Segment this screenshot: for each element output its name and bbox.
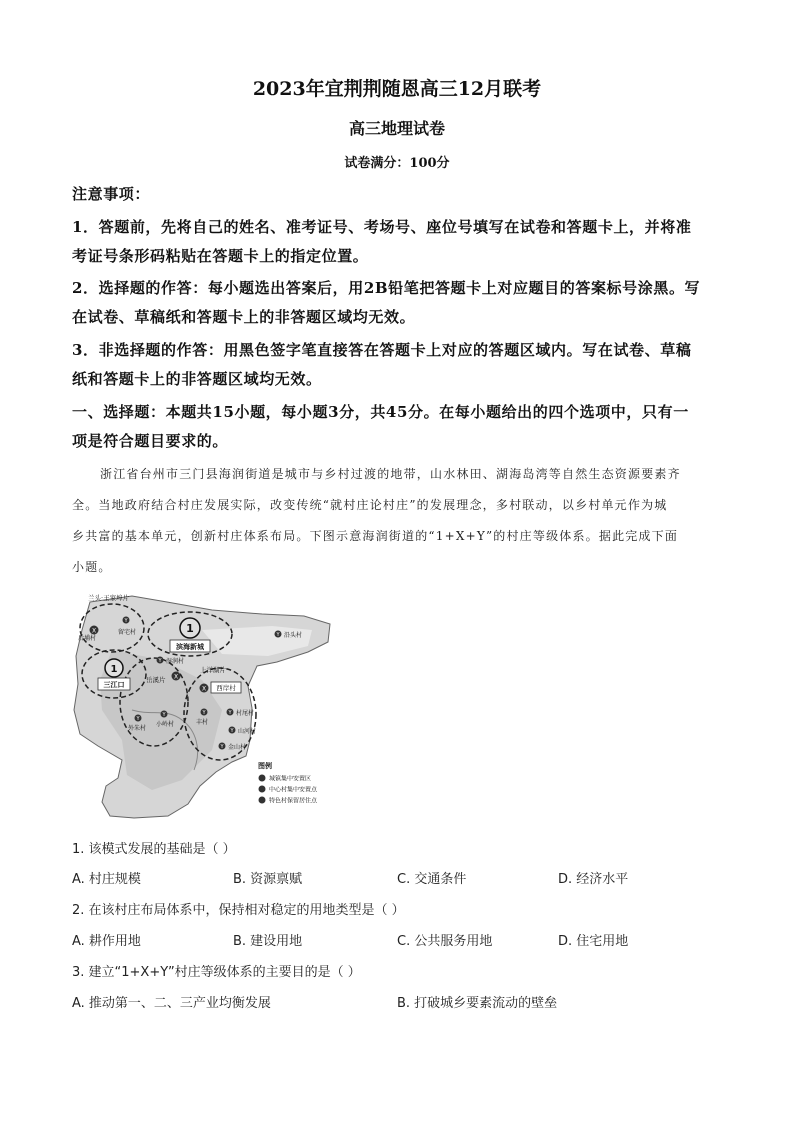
y-marker-label: Y (202, 710, 206, 716)
y-marker-label: Y (276, 632, 280, 638)
map-label: 山河村 (238, 728, 257, 735)
notes-heading: 注意事项： (72, 185, 151, 203)
question-2-stem: 2. 在该村庄布局体系中，保持相对稳定的用地类型是（ ） (72, 903, 405, 918)
map-label: 西岸村 (216, 684, 236, 692)
map-label: 金山村 (228, 744, 247, 751)
map-label: 岳溪片 (146, 676, 166, 684)
map-label: 上洋湖片 (200, 666, 226, 674)
question-3-option-a: A. 推动第一、二、三产业均衡发展 (72, 996, 271, 1011)
x-marker-label: X (91, 627, 97, 635)
question-1-option-a: A. 村庄规模 (72, 872, 141, 887)
y-marker-label: Y (228, 710, 232, 716)
note-line: 纸和答题卡上的非答题区域均无效。 (72, 370, 322, 388)
legend-item: 城镇集中安置区 (269, 775, 312, 783)
legend-marker-y (259, 797, 266, 804)
map-label: 滨海新城 (176, 643, 204, 651)
legend-marker-x (259, 786, 266, 793)
note-line: 2．选择题的作答：每小题选出答案后，用2B铅笔把答题卡上对应题目的答案标号涂黑。写 (72, 279, 701, 297)
note-line: 考证号条形码粘贴在答题卡上的指定位置。 (72, 247, 369, 265)
map-label: 留宅村 (118, 629, 137, 636)
map-label: 丰村 (196, 719, 209, 726)
legend-item: 中心村集中安置点 (269, 786, 318, 794)
map-label: 外朱村 (128, 725, 147, 732)
legend-title: 图例 (258, 762, 272, 770)
question-2-option-a: A. 耕作用地 (72, 934, 141, 949)
question-3-stem: 3. 建立“1+X+Y”村庄等级体系的主要目的是（ ） (72, 965, 361, 980)
map-label: 后埔村 (78, 635, 97, 642)
legend-item: 特色村保留居住点 (269, 797, 318, 805)
village-hierarchy-map (72, 590, 334, 820)
passage-line: 全。当地政府结合村庄发展实际，改变传统“就村庄论村庄”的发展理念，多村联动，以乡村单元作为城 (72, 498, 668, 512)
question-1-option-c: C. 交通条件 (397, 872, 467, 887)
y-marker-label: Y (136, 716, 140, 722)
x-marker-label: X (173, 673, 179, 681)
passage-line: 浙江省台州市三门县海润街道是城市与乡村过渡的地带，山水林田、湖海岛湾等自然生态资源要素齐 (100, 467, 681, 481)
question-2-option-c: C. 公共服务用地 (397, 934, 493, 949)
note-line: 在试卷、草稿纸和答题卡上的非答题区域均无效。 (72, 308, 416, 326)
question-2-option-b: B. 建设用地 (233, 934, 303, 949)
town-marker-label: 1 (186, 622, 194, 635)
question-2-option-d: D. 住宅用地 (558, 934, 629, 949)
score-line: 试卷满分：100分 (344, 156, 450, 171)
note-line: 1．答题前，先将自己的姓名、准考证号、考场号、座位号填写在试卷和答题卡上，并将准 (72, 218, 692, 236)
legend-marker-1 (259, 775, 266, 782)
map-label: 三江口 (103, 681, 125, 689)
y-marker-label: Y (230, 728, 234, 734)
x-marker-label: X (201, 685, 207, 693)
question-1-stem: 1. 该模式发展的基础是（ ） (72, 842, 236, 857)
passage-line: 乡共富的基本单元，创新村庄体系布局。下图示意海润街道的“1+X+Y”的村庄等级体系。据此完成下面 (72, 529, 679, 543)
map-label: 沿头村 (284, 632, 303, 639)
town-marker-label: 1 (110, 664, 118, 675)
y-marker-label: Y (220, 744, 224, 750)
exam-title: 2023年宜荆荆随恩高三12月联考 (252, 78, 542, 100)
question-1-option-d: D. 经济水平 (558, 872, 629, 887)
y-marker-label: Y (158, 658, 162, 664)
map-label: 小岭村 (156, 721, 175, 728)
question-3-option-b: B. 打破城乡要素流动的壁垒 (397, 996, 558, 1011)
paper-subtitle: 高三地理试卷 (348, 119, 445, 138)
note-line: 3．非选择题的作答：用黑色签字笔直接答在答题卡上对应的答题区域内。写在试卷、草稿 (72, 341, 692, 359)
passage-line: 小题。 (72, 560, 112, 574)
map-label: 兰头·王家埠片 (88, 594, 130, 602)
section-heading: 项是符合题目要求的。 (72, 432, 229, 450)
map-label: 湿润村 (166, 658, 185, 665)
section-heading: 一、选择题：本题共15小题，每小题3分，共45分。在每小题给出的四个选项中，只有一 (72, 403, 689, 421)
y-marker-label: Y (162, 712, 166, 718)
y-marker-label: Y (124, 618, 128, 624)
map-label: 村尾村 (236, 710, 255, 717)
question-1-option-b: B. 资源禀赋 (233, 872, 303, 887)
